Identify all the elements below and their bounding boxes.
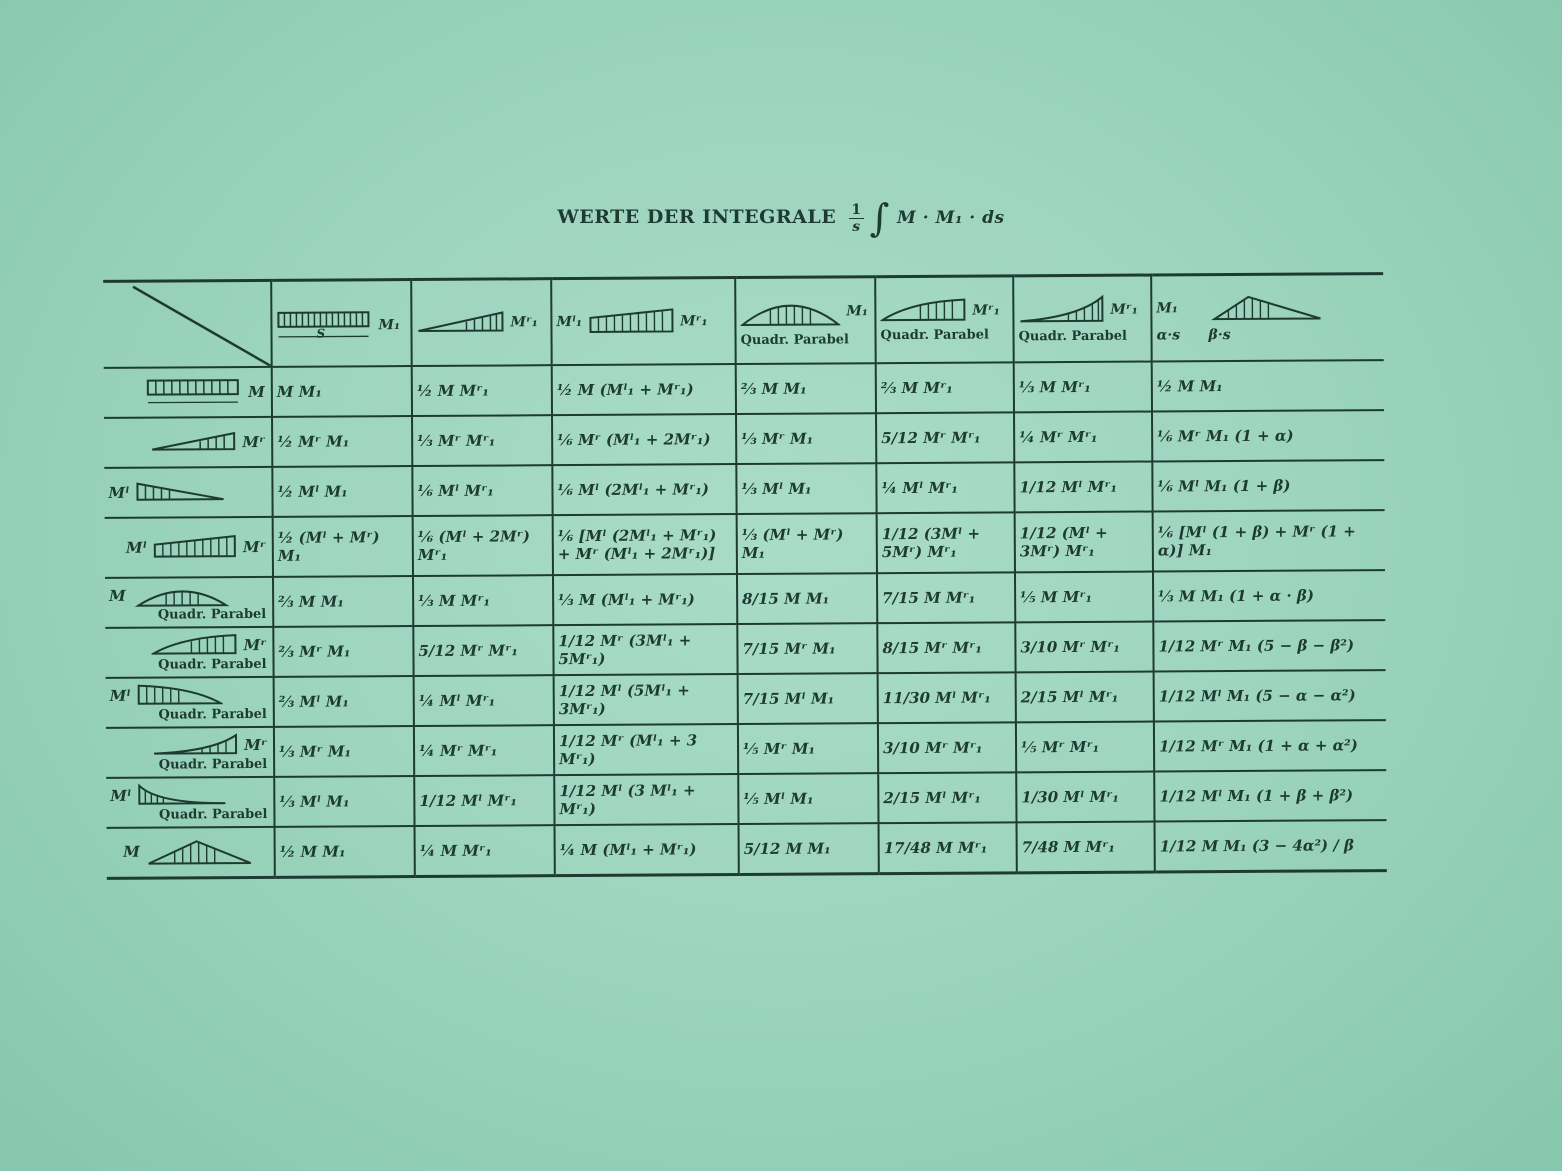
table-cell: ⅓ M Mʳ₁ xyxy=(1014,362,1152,413)
table-cell: 3/10 Mʳ Mʳ₁ xyxy=(1015,622,1153,673)
table-cell: ⅙ Mʳ M₁ (1 + α) xyxy=(1152,410,1384,461)
table-cell: 7/48 M Mʳ₁ xyxy=(1017,822,1155,873)
table-cell: 1/12 Mˡ (3 Mˡ₁ + Mʳ₁) xyxy=(554,774,738,825)
title-fraction xyxy=(849,202,863,235)
table-cell: 8/15 M M₁ xyxy=(737,573,877,624)
parabel-label: Quadr. Parabel xyxy=(157,606,267,623)
triangle-diagram-icon xyxy=(1184,292,1324,323)
table-cell: 1/12 Mʳ M₁ (1 + α + α²) xyxy=(1154,720,1386,771)
column-head-parabola xyxy=(735,277,876,364)
column-head-trapezoid xyxy=(551,278,736,366)
column-label: Mʳ₁ xyxy=(680,313,708,330)
column-label-left: Mˡ₁ xyxy=(556,313,583,331)
table-cell: ¼ Mˡ Mʳ₁ xyxy=(876,462,1014,513)
row-label: Mʳ xyxy=(243,635,267,654)
column-label: M₁ xyxy=(846,302,869,319)
table-cell: ⅓ M M₁ (1 + α · β) xyxy=(1153,570,1385,621)
column-head-triangle xyxy=(411,279,552,366)
table-cell: ½ Mʳ M₁ xyxy=(272,416,412,467)
table-cell: ⅓ Mˡ M₁ xyxy=(274,776,414,827)
trapezoid-diagram-icon xyxy=(153,534,237,561)
row-label: Mʳ xyxy=(242,537,266,557)
table-cell: ⅙ [Mˡ (1 + β) + Mʳ (1 + α)] M₁ xyxy=(1153,510,1385,571)
parabola-diagram-icon xyxy=(152,733,238,758)
row-label: M xyxy=(123,842,140,861)
table-row xyxy=(105,620,1385,678)
row-label: Mˡ xyxy=(109,686,131,705)
row-label: M xyxy=(109,586,126,605)
table-cell: ⅔ Mʳ M₁ xyxy=(273,626,413,677)
parabel-label: Quadr. Parabel xyxy=(158,706,267,723)
title-text: WERTE DER INTEGRALE xyxy=(557,206,837,228)
table-cell: ¼ Mʳ Mʳ₁ xyxy=(1014,412,1152,463)
table-cell: 17/48 M Mʳ₁ xyxy=(879,822,1017,873)
table-row xyxy=(105,570,1385,628)
triangle-diagram-icon xyxy=(135,481,225,504)
triangle-diagram-icon xyxy=(145,839,255,866)
table-row xyxy=(107,820,1387,878)
table-cell: ½ Mˡ M₁ xyxy=(272,466,412,517)
parabola-diagram-icon xyxy=(137,683,223,708)
parabola-diagram-icon xyxy=(132,583,232,608)
corner-diagonal-icon xyxy=(103,282,271,367)
table-cell: ⅔ M M₁ xyxy=(736,363,876,414)
table-cell: 2/15 Mˡ Mʳ₁ xyxy=(1016,672,1154,723)
beta-label: β·s xyxy=(1208,327,1231,344)
table-cell: 2/15 Mˡ Mʳ₁ xyxy=(878,772,1016,823)
table-cell: 1/12 Mˡ Mʳ₁ xyxy=(414,775,554,826)
row-head-triangle-right xyxy=(104,417,272,468)
table-cell: 1/12 Mˡ M₁ (5 − α − α²) xyxy=(1154,670,1386,721)
parabola-diagram-icon xyxy=(1018,294,1104,325)
table-cell: ½ (Mˡ + Mʳ) M₁ xyxy=(273,516,413,577)
table-cell: ⅔ Mˡ M₁ xyxy=(274,676,414,727)
column-head-parabola-right xyxy=(875,276,1014,363)
table-row xyxy=(104,410,1384,468)
table-cell: ¼ Mʳ Mʳ₁ xyxy=(414,725,554,776)
table-cell: 1/12 Mʳ (3Mˡ₁ + 5Mʳ₁) xyxy=(553,624,737,675)
parabola-diagram-icon xyxy=(137,783,227,808)
table-cell: 1/30 Mˡ Mʳ₁ xyxy=(1016,772,1154,823)
table-cell: 1/12 Mʳ (Mˡ₁ + 3 Mʳ₁) xyxy=(554,724,738,775)
table-cell: ⅙ (Mˡ + 2Mʳ) Mʳ₁ xyxy=(413,515,553,576)
trapezoid-diagram-icon xyxy=(588,307,674,336)
table-cell: ⅙ Mˡ M₁ (1 + β) xyxy=(1152,460,1384,511)
row-head-parabola-concave xyxy=(106,777,274,828)
parabel-label: Quadr. Parabel xyxy=(158,656,267,673)
row-head-triangle-left xyxy=(104,467,272,518)
table-cell: M M₁ xyxy=(272,366,412,417)
parabel-label: Quadr. Parabel xyxy=(880,327,989,343)
parabel-label: Quadr. Parabel xyxy=(740,331,850,348)
table-cell: 8/15 Mʳ Mʳ₁ xyxy=(877,622,1015,673)
column-label: M₁ xyxy=(1156,300,1179,317)
table-cell: 1/12 Mˡ Mʳ₁ xyxy=(1014,462,1152,513)
row-label: Mʳ xyxy=(244,735,268,754)
parabola-diagram-icon xyxy=(152,633,238,658)
title-expression: M · M₁ · ds xyxy=(897,208,1005,228)
column-label: Mʳ₁ xyxy=(1110,301,1138,318)
table-cell: 1/12 (Mˡ + 3Mʳ) Mʳ₁ xyxy=(1015,512,1153,573)
column-head-parabola-convex xyxy=(1013,275,1152,362)
row-label: M xyxy=(248,382,265,402)
table-cell: 1/12 Mʳ M₁ (5 − β − β²) xyxy=(1153,620,1385,671)
table-row xyxy=(106,770,1386,828)
row-label: Mˡ xyxy=(108,483,130,502)
column-label: Mʳ₁ xyxy=(972,301,1000,319)
table-cell: ⅔ M M₁ xyxy=(273,576,413,627)
table-cell: 7/15 Mˡ M₁ xyxy=(738,673,878,724)
table-cell: ⅕ M Mʳ₁ xyxy=(1015,572,1153,623)
row-head-trapezoid xyxy=(105,517,273,578)
table-cell: ½ M M₁ xyxy=(1152,360,1384,411)
table-row xyxy=(104,360,1384,418)
table-cell: ⅙ [Mˡ (2Mˡ₁ + Mʳ₁) + Mʳ (Mˡ₁ + 2Mʳ₁)] xyxy=(553,514,737,575)
row-head-parabola-right xyxy=(105,627,273,678)
table-cell: ⅕ Mʳ Mʳ₁ xyxy=(1016,722,1154,773)
table-cell: ⅓ Mʳ Mʳ₁ xyxy=(412,415,552,466)
integral-table xyxy=(103,272,1387,880)
table-cell: ⅕ Mʳ M₁ xyxy=(738,723,878,774)
table-cell: ⅓ Mʳ M₁ xyxy=(274,726,414,777)
table-cell: 11/30 Mˡ Mʳ₁ xyxy=(878,672,1016,723)
triangle-diagram-icon xyxy=(150,431,236,454)
dimension-label: S xyxy=(316,326,326,341)
row-head-rectangle xyxy=(104,367,272,418)
row-head-parabola-left xyxy=(106,677,274,728)
triangle-diagram-icon xyxy=(416,310,504,335)
table-cell: ⅓ M (Mˡ₁ + Mʳ₁) xyxy=(553,574,737,625)
column-label: Mʳ₁ xyxy=(510,314,538,331)
table-cell: 1/12 Mˡ (5Mˡ₁ + 3Mʳ₁) xyxy=(554,674,738,725)
table-cell: 1/12 M M₁ (3 − 4α²) / β xyxy=(1155,820,1387,872)
table-cell: ½ M (Mˡ₁ + Mʳ₁) xyxy=(552,364,736,415)
table-cell: ½ M Mʳ₁ xyxy=(412,365,552,416)
row-label-left: Mˡ xyxy=(125,538,148,557)
table-cell: 1/12 (3Mˡ + 5Mʳ) Mʳ₁ xyxy=(877,512,1015,573)
row-label: Mˡ xyxy=(110,786,132,805)
integral-sign: ∫ xyxy=(869,196,890,240)
table-row xyxy=(106,720,1386,778)
column-head-rectangle xyxy=(271,280,412,367)
column-label: M₁ xyxy=(378,317,401,334)
parabola-diagram-icon xyxy=(740,294,840,329)
table-cell: 1/12 Mˡ M₁ (1 + β + β²) xyxy=(1154,770,1386,821)
parabola-diagram-icon xyxy=(880,297,966,324)
page-title xyxy=(0,196,1562,240)
table-cell: ⅓ Mˡ M₁ xyxy=(736,463,876,514)
table-cell: ¼ M Mʳ₁ xyxy=(415,825,555,876)
table-cell: 7/15 M Mʳ₁ xyxy=(877,572,1015,623)
table-cell: ⅔ M Mʳ₁ xyxy=(876,362,1014,413)
parabel-label: Quadr. Parabel xyxy=(1018,328,1128,344)
table-cell: 5/12 M M₁ xyxy=(739,823,879,874)
row-head-parabola-convex xyxy=(106,727,274,778)
table-cell: 5/12 Mʳ Mʳ₁ xyxy=(413,625,553,676)
table-cell: ⅙ Mˡ Mʳ₁ xyxy=(412,465,552,516)
rectangle-diagram-icon xyxy=(146,376,242,409)
table-cell: 5/12 Mʳ Mʳ₁ xyxy=(876,412,1014,463)
table-cell: ¼ Mˡ Mʳ₁ xyxy=(414,675,554,726)
table-row xyxy=(105,510,1385,578)
row-head-parabola xyxy=(105,577,273,628)
row-label: Mʳ xyxy=(242,432,266,452)
table-row xyxy=(104,460,1384,518)
table-header-row xyxy=(103,274,1384,368)
table-cell: ⅙ Mʳ (Mˡ₁ + 2Mʳ₁) xyxy=(552,414,736,465)
table-cell: 3/10 Mʳ Mʳ₁ xyxy=(878,722,1016,773)
table-cell: ⅙ Mˡ (2Mˡ₁ + Mʳ₁) xyxy=(552,464,736,515)
table-cell: ⅓ M Mʳ₁ xyxy=(413,575,553,626)
parabel-label: Quadr. Parabel xyxy=(158,806,268,823)
table-row xyxy=(106,670,1386,728)
title-frac-num: 1 xyxy=(851,201,862,218)
parabel-label: Quadr. Parabel xyxy=(158,756,268,773)
alpha-label: α·s xyxy=(1156,327,1181,344)
corner-cell xyxy=(103,280,272,368)
title-frac-den: s xyxy=(852,218,861,235)
table-cell: ¼ M (Mˡ₁ + Mʳ₁) xyxy=(555,824,739,876)
table-cell: ⅓ Mʳ M₁ xyxy=(736,413,876,464)
table-cell: 7/15 Mʳ M₁ xyxy=(737,623,877,674)
table-cell: ½ M M₁ xyxy=(275,826,415,877)
column-head-general xyxy=(1151,274,1384,362)
table-cell: ⅕ Mˡ M₁ xyxy=(738,773,878,824)
row-head-triangle-center xyxy=(107,827,275,879)
table-cell: ⅓ (Mˡ + Mʳ) M₁ xyxy=(737,513,877,574)
